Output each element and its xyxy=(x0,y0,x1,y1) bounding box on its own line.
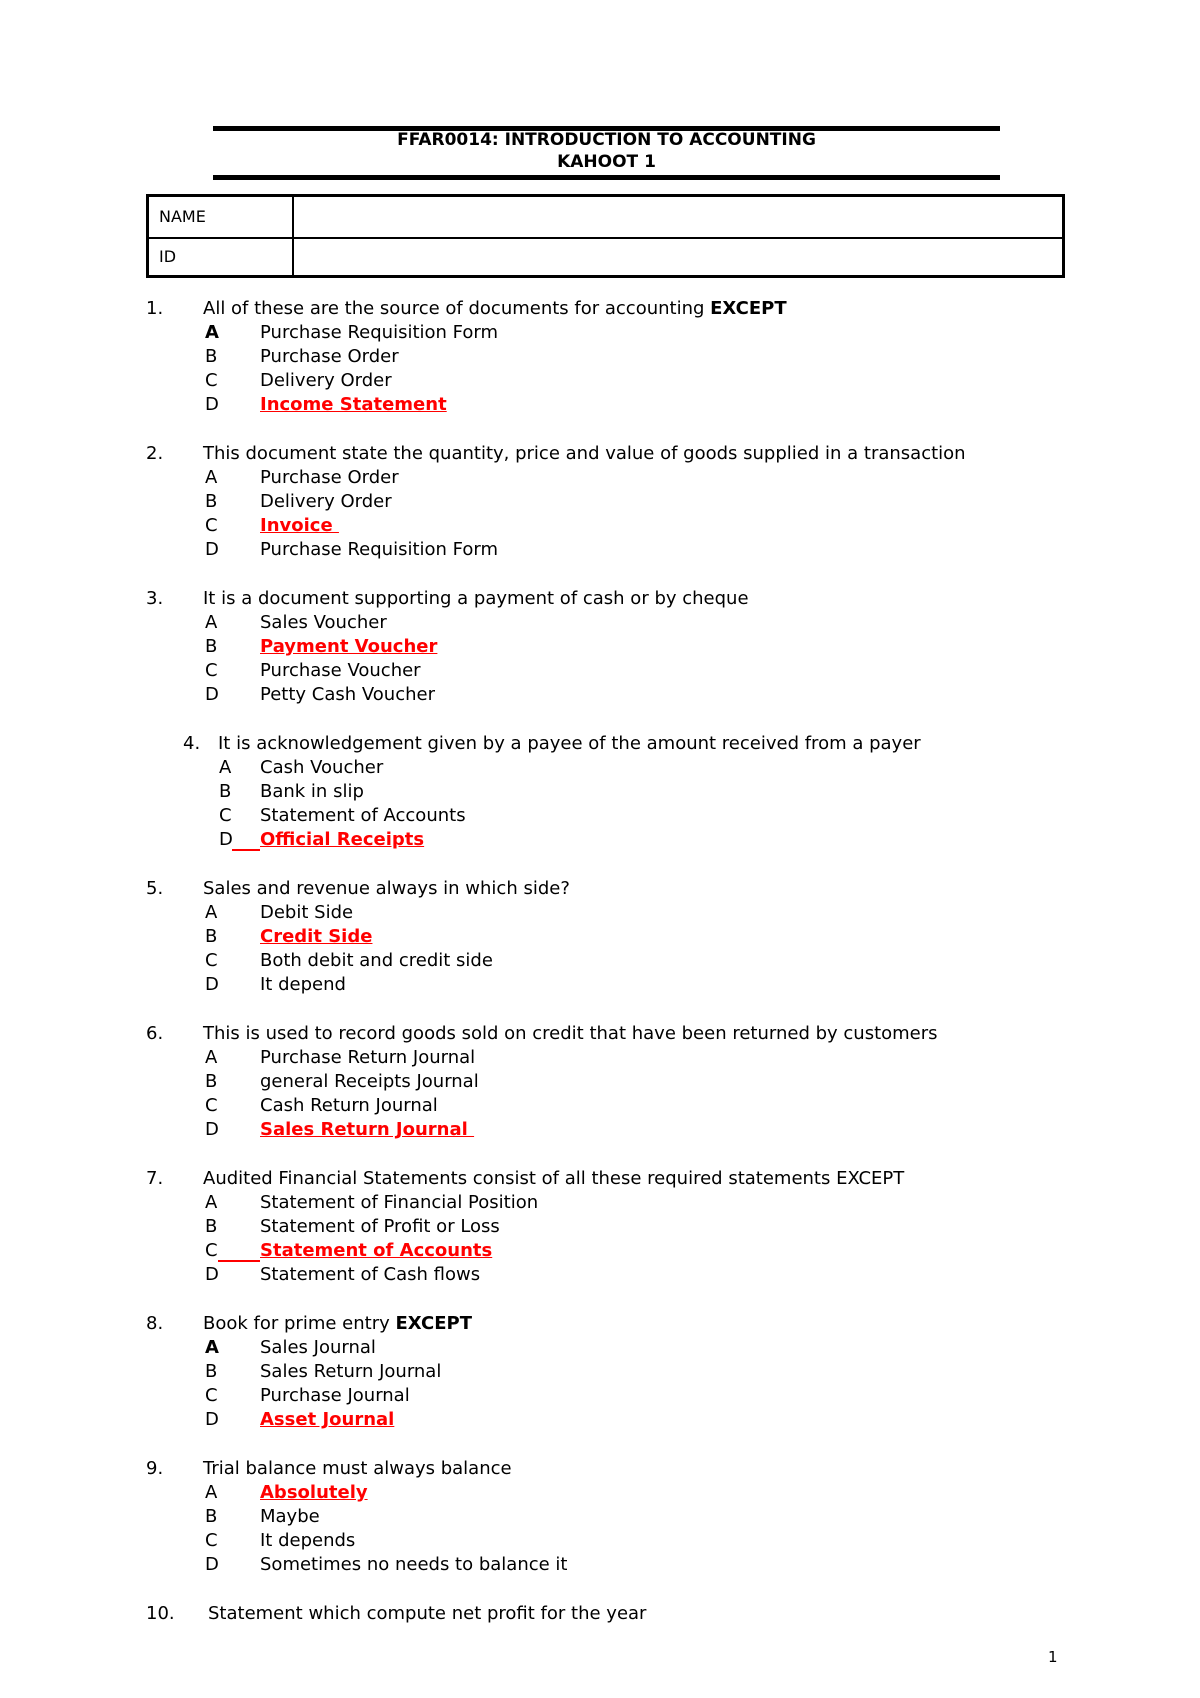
question-number: 6. xyxy=(146,1023,164,1044)
option: C Both debit and credit side xyxy=(205,950,493,971)
question-number: 2. xyxy=(146,443,164,464)
question-number: 9. xyxy=(146,1458,164,1479)
option-correct: D Income Statement xyxy=(205,394,447,415)
question-number: 3. xyxy=(146,588,164,609)
option-correct: D Official Receipts xyxy=(219,829,425,850)
option-correct: C Statement of Accounts xyxy=(205,1240,493,1261)
option: B general Receipts Journal xyxy=(205,1071,479,1092)
question-number: 1. xyxy=(146,298,164,319)
question-text: It is a document supporting a payment of cash or by cheque xyxy=(203,588,749,609)
option-correct: B Credit Side xyxy=(205,926,373,947)
option-correct: A Absolutely xyxy=(205,1482,368,1503)
option: C Purchase Voucher xyxy=(205,660,421,681)
id-label: ID xyxy=(159,247,177,266)
question-number: 10. xyxy=(146,1603,175,1624)
question-text: All of these are the source of documents for accounting EXCEPT xyxy=(203,298,787,319)
option: D Sometimes no needs to balance it xyxy=(205,1554,568,1575)
option: A Sales Voucher xyxy=(205,612,387,633)
option: C Cash Return Journal xyxy=(205,1095,438,1116)
option: B Delivery Order xyxy=(205,491,392,512)
question-number: 7. xyxy=(146,1168,164,1189)
option-correct: B Payment Voucher xyxy=(205,636,438,657)
underline-fill xyxy=(232,849,260,851)
name-label: NAME xyxy=(159,207,206,226)
question-text: This document state the quantity, price and value of goods supplied in a transaction xyxy=(203,443,966,464)
option: B Sales Return Journal xyxy=(205,1361,442,1382)
question-text: Audited Financial Statements consist of all these required statements EXCEPT xyxy=(203,1168,905,1189)
student-info-table xyxy=(146,194,1065,278)
quiz-title: KAHOOT 1 xyxy=(557,152,656,172)
option: C Purchase Journal xyxy=(205,1385,410,1406)
option: B Maybe xyxy=(205,1506,320,1527)
option: A Purchase Order xyxy=(205,467,399,488)
question-text: This is used to record goods sold on credit that have been returned by customers xyxy=(203,1023,938,1044)
id-row xyxy=(149,237,1062,277)
option: D Purchase Requisition Form xyxy=(205,539,498,560)
course-title: FFAR0014: INTRODUCTION TO ACCOUNTING xyxy=(397,130,816,150)
question-number: 8. xyxy=(146,1313,164,1334)
option: A Cash Voucher xyxy=(219,757,384,778)
underline-fill xyxy=(218,1260,260,1262)
question-number: 4. xyxy=(183,733,201,754)
option: B Bank in slip xyxy=(219,781,364,802)
option: A Purchase Return Journal xyxy=(205,1047,476,1068)
page-number: 1 xyxy=(1048,1648,1058,1666)
option-correct: D Asset Journal xyxy=(205,1409,395,1430)
option: A Statement of Financial Position xyxy=(205,1192,539,1213)
question-text: Trial balance must always balance xyxy=(203,1458,512,1479)
option: A Sales Journal xyxy=(205,1337,376,1358)
question-text: Sales and revenue always in which side? xyxy=(203,878,570,899)
option: D It depend xyxy=(205,974,346,995)
option: C It depends xyxy=(205,1530,356,1551)
option: A Purchase Requisition Form xyxy=(205,322,498,343)
option: B Purchase Order xyxy=(205,346,399,367)
option: D Petty Cash Voucher xyxy=(205,684,435,705)
name-field[interactable] xyxy=(292,197,1062,237)
option: C Statement of Accounts xyxy=(219,805,466,826)
question-text: It is acknowledgement given by a payee of the amount received from a payer xyxy=(218,733,921,754)
question-text: Book for prime entry EXCEPT xyxy=(203,1313,472,1334)
header-bottom-rule xyxy=(213,175,1000,180)
id-field[interactable] xyxy=(292,239,1062,277)
option-correct: D Sales Return Journal xyxy=(205,1119,475,1140)
question-text: Statement which compute net profit for the year xyxy=(208,1603,647,1624)
option: C Delivery Order xyxy=(205,370,392,391)
option-correct: C Invoice xyxy=(205,515,339,536)
name-row xyxy=(149,197,1062,237)
option: B Statement of Profit or Loss xyxy=(205,1216,500,1237)
question-number: 5. xyxy=(146,878,164,899)
option: D Statement of Cash flows xyxy=(205,1264,481,1285)
option: A Debit Side xyxy=(205,902,354,923)
